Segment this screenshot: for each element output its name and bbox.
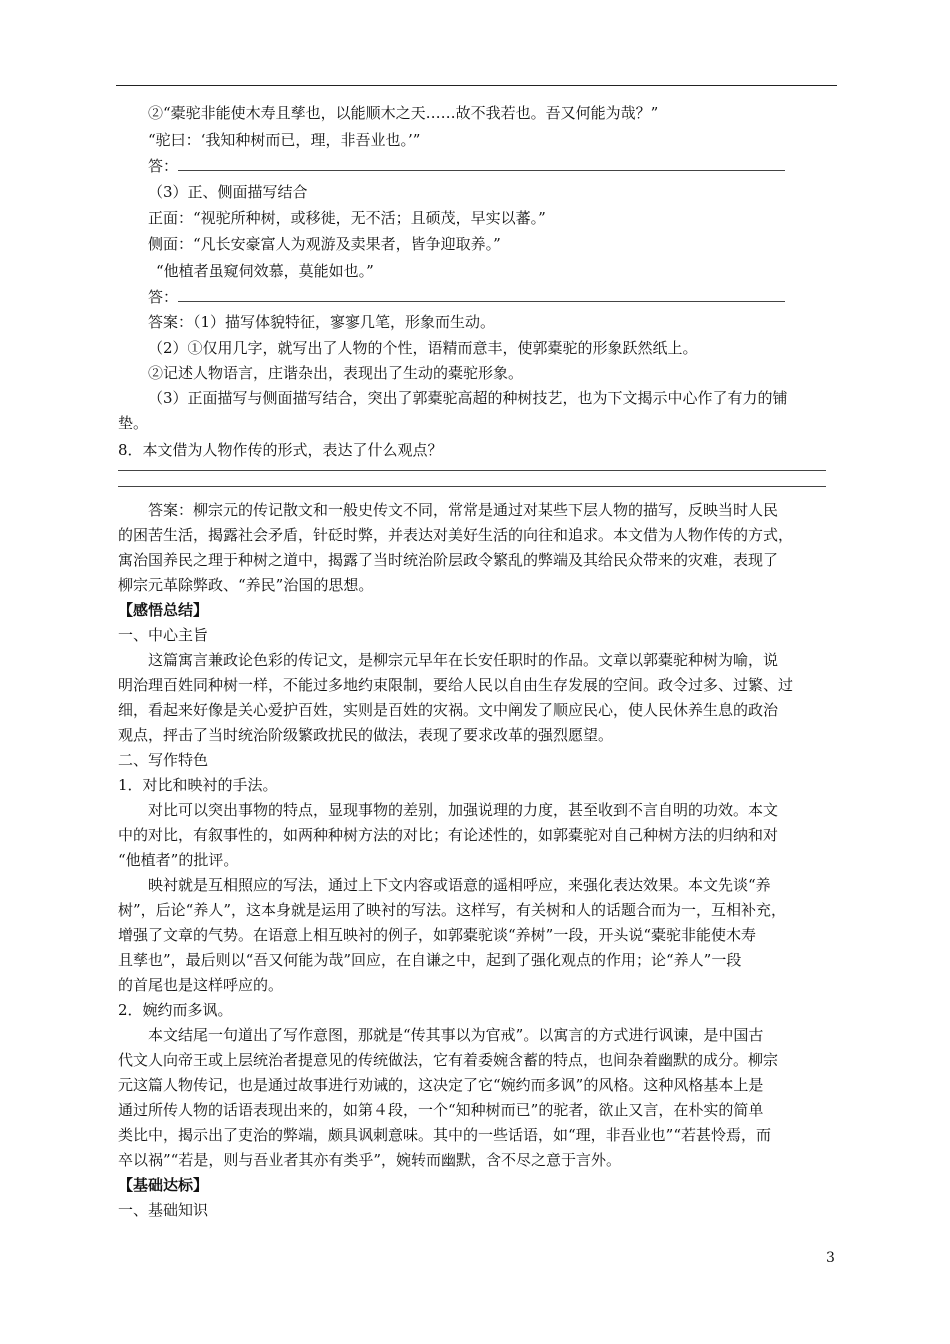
- section-1-line: 明治理百姓同种树一样，不能过多地约束限制，要给人民以自由生存发展的空间。政令过多、过繁、过: [118, 676, 794, 694]
- feature-1-line: 树”，后论“养人”，这本身就是运用了映衬的写法。这样写，有关树和人的话题合而为一，互相补充，: [118, 901, 787, 919]
- feature-2-line: 本文结尾一句道出了写作意图，那就是“传其事以为官戒”。以寓言的方式进行讽谏，是中国古: [148, 1026, 764, 1044]
- section-1-title: 一、中心主旨: [118, 626, 209, 644]
- answer-label: 答：: [148, 288, 179, 306]
- feature-1-line: 且孳也”，最后则以“吾又何能为哉”回应，在自谦之中，起到了强化观点的作用；论“养人”一段: [118, 951, 742, 969]
- answer-blank[interactable]: [178, 156, 785, 171]
- answer-8-line: 寓治国养民之理于种树之道中，揭露了当时统治阶层政令繁乱的弊端及其给民众带来的灾难，表现了: [118, 551, 779, 569]
- answer-3: ②记述人物语言，庄谐杂出，表现出了生动的橐驼形象。: [148, 364, 524, 382]
- quote-3: “驼曰：‘我知种树而已，理，非吾业也。’”: [148, 131, 421, 149]
- feature-2-line: 通过所传人物的话语表现出来的，如第４段，一个“知种树而已”的驼者，欲止又言，在朴实的简单: [118, 1101, 764, 1119]
- feature-1-line: 增强了文章的气势。在语意上相互映衬的例子，如郭橐驼谈“养树”一段，开头说“橐驼非能使木寿: [118, 926, 757, 944]
- feature-2-line: 元这篇人物传记，也是通过故事进行劝诫的，这决定了它“婉约而多讽”的风格。这种风格基本上是: [118, 1076, 764, 1094]
- section-1-line: 细，看起来好像是关心爱护百姓，实则是百姓的灾祸。文中阐发了顺应民心，使人民休养生息的政治: [118, 701, 779, 719]
- feature-2-line: 类比中，揭示出了吏治的弊端，颇具讽刺意味。其中的一些话语，如“理，非吾业也”“若甚怜焉，而: [118, 1126, 772, 1144]
- feature-1-line: 的首尾也是这样呼应的。: [118, 976, 284, 994]
- answer-rule-2[interactable]: [118, 486, 826, 487]
- feature-1-line: 对比可以突出事物的特点，显现事物的差别，加强说理的力度，甚至收到不言自明的功效。本文: [148, 801, 779, 819]
- section-1-line: 观点，抨击了当时统治阶级繁政扰民的做法，表现了要求改革的强烈愿望。: [118, 726, 614, 744]
- summary-heading: 【感悟总结】: [118, 601, 209, 619]
- basic-heading: 【基础达标】: [118, 1176, 209, 1194]
- feature-2-line: 卒以祸”“若是，则与吾业者其亦有类乎”，婉转而幽默，含不尽之意于言外。: [118, 1151, 622, 1169]
- answer-line-1: [148, 156, 785, 176]
- answer-8-line: 答案：柳宗元的传记散文和一般史传文不同，常常是通过对某些下层人物的描写，反映当时人民: [148, 501, 779, 519]
- answer-rule-1[interactable]: [118, 470, 826, 471]
- answer-4b: 垫。: [118, 414, 149, 432]
- feature-1-line: “他植者”的批评。: [118, 851, 239, 869]
- question-8: 8．本文借为人物作传的形式，表达了什么观点？: [118, 441, 443, 459]
- front-description: 正面：“视驼所种树，或移徙，无不活；且硕茂，早实以蕃。”: [148, 209, 546, 227]
- feature-2-title: 2．婉约而多讽。: [118, 1001, 233, 1019]
- answer-line-2: [148, 287, 785, 307]
- answer-label: 答：: [148, 157, 179, 175]
- side-description: 侧面：“凡长安豪富人为观游及卖果者，皆争迎取养。”: [148, 235, 501, 253]
- header-rule: [116, 85, 837, 86]
- feature-2-line: 代文人向帝王或上层统治者提意见的传统做法，它有着委婉含蓄的特点，也间杂着幽默的成分。柳宗: [118, 1051, 779, 1069]
- side-description-2: “他植者虽窥伺效慕，莫能如也。”: [156, 262, 374, 280]
- answer-8-line: 的困苦生活，揭露社会矛盾，针砭时弊，并表达对美好生活的向往和追求。本文借为人物作传的方式，: [118, 526, 794, 544]
- answer-blank[interactable]: [178, 287, 785, 302]
- basic-section-1: 一、基础知识: [118, 1201, 209, 1219]
- answer-8-line: 柳宗元革除弊政、“养民”治国的思想。: [118, 576, 374, 594]
- feature-1-line: 中的对比，有叙事性的，如两种种树方法的对比；有论述性的，如郭橐驼对自己种树方法的归纳和对: [118, 826, 779, 844]
- feature-1-title: 1．对比和映衬的手法。: [118, 776, 278, 794]
- section-1-line: 这篇寓言兼政论色彩的传记文，是柳宗元早年在长安任职时的作品。文章以郭橐驼种树为喻，说: [148, 651, 779, 669]
- item-3-title: （3）正、侧面描写结合: [148, 183, 308, 201]
- answer-2: （2）①仅用几字，就写出了人物的个性，语精而意丰，使郭橐驼的形象跃然纸上。: [148, 339, 698, 357]
- feature-1-line: 映衬就是互相照应的写法，通过上下文内容或语意的遥相呼应，来强化表达效果。本文先谈“养: [148, 876, 771, 894]
- quote-2: ②“橐驼非能使木寿且孳也，以能顺木之天……故不我若也。吾又何能为哉？”: [148, 104, 659, 122]
- page-number: 3: [826, 1250, 835, 1266]
- answer-1: 答案：（1）描写体貌特征，寥寥几笔，形象而生动。: [148, 313, 496, 331]
- answer-4a: （3）正面描写与侧面描写结合，突出了郭橐驼高超的种树技艺，也为下文揭示中心作了有力的铺: [148, 389, 788, 407]
- section-2-title: 二、写作特色: [118, 751, 209, 769]
